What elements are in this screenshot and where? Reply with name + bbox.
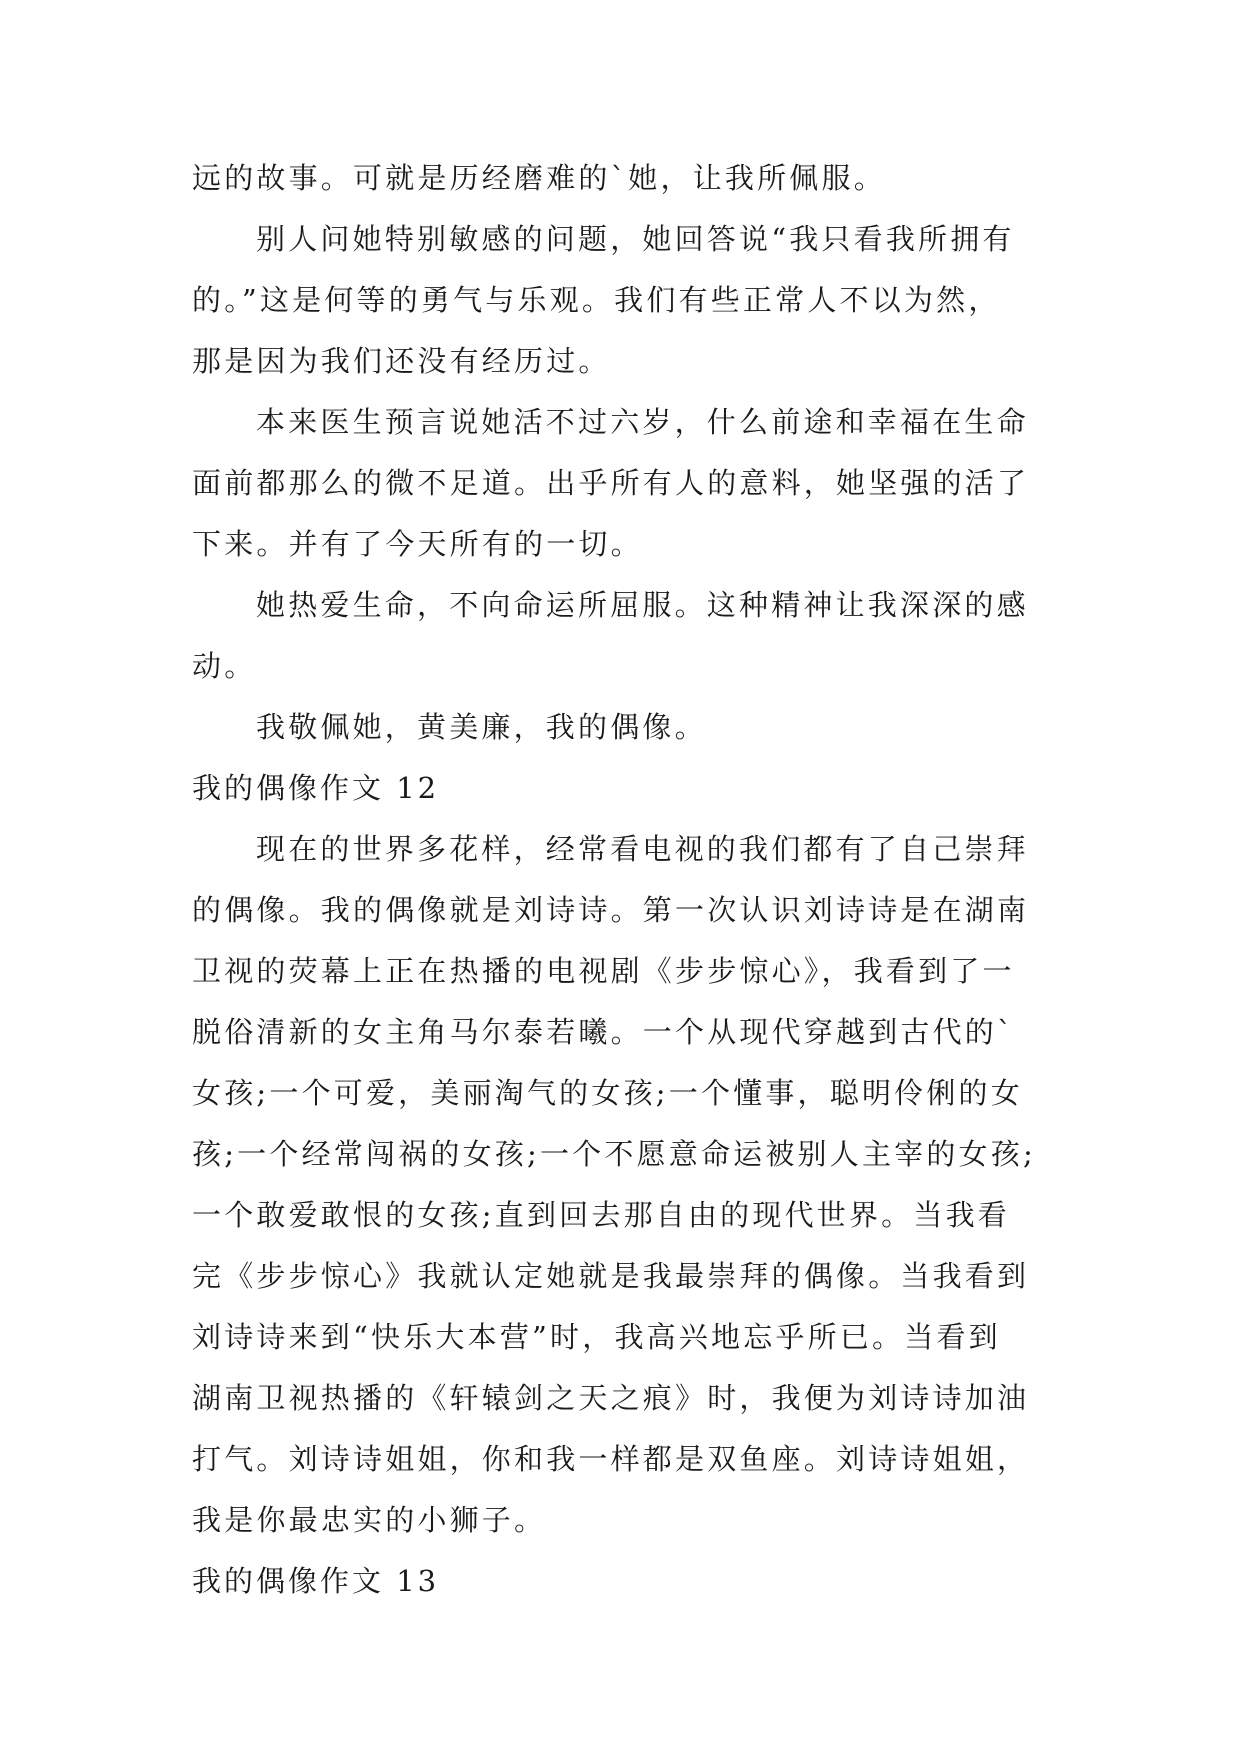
paragraph-line: 面前都那么的微不足道。出乎所有人的意料，她坚强的活了 (192, 466, 1030, 500)
paragraph-line: 我敬佩她，黄美廉，我的偶像。 (256, 710, 707, 744)
paragraph-line: 动。 (192, 649, 257, 683)
paragraph-line: 现在的世界多花样，经常看电视的我们都有了自己崇拜 (256, 832, 1029, 866)
paragraph-line: 远的故事。可就是历经磨难的`她，让我所佩服。 (192, 161, 886, 195)
paragraph-line: 湖南卫视热播的《轩辕剑之天之痕》时，我便为刘诗诗加油 (192, 1381, 1030, 1415)
paragraph-line: 本来医生预言说她活不过六岁，什么前途和幸福在生命 (256, 405, 1029, 439)
paragraph-line: 刘诗诗来到“快乐大本营”时，我高兴地忘乎所已。当看到 (192, 1320, 1001, 1354)
paragraph-line: 她热爱生命，不向命运所屈服。这种精神让我深深的感 (256, 588, 1029, 622)
paragraph-line: 的偶像。我的偶像就是刘诗诗。第一次认识刘诗诗是在湖南 (192, 893, 1030, 927)
paragraph-line: 女孩;一个可爱，美丽淘气的女孩;一个懂事，聪明伶俐的女 (192, 1076, 1023, 1110)
paragraph-line: 那是因为我们还没有经历过。 (192, 344, 611, 378)
paragraph-line: 完《步步惊心》我就认定她就是我最崇拜的偶像。当我看到 (192, 1259, 1030, 1293)
paragraph-line: 打气。刘诗诗姐姐，你和我一样都是双鱼座。刘诗诗姐姐， (192, 1442, 1030, 1476)
section-heading: 我的偶像作文 12 (192, 771, 440, 805)
paragraph-line: 的。”这是何等的勇气与乐观。我们有些正常人不以为然， (192, 283, 1001, 317)
paragraph-line: 孩;一个经常闯祸的女孩;一个不愿意命运被别人主宰的女孩; (192, 1137, 1036, 1171)
document-page (192, 148, 1052, 1612)
paragraph-line: 别人问她特别敏感的问题，她回答说“我只看我所拥有 (256, 222, 1015, 256)
paragraph-line: 卫视的荧幕上正在热播的电视剧《步步惊心》，我看到了一 (192, 954, 1015, 988)
paragraph-line: 脱俗清新的女主角马尔泰若曦。一个从现代穿越到古代的` (192, 1015, 1015, 1049)
paragraph-line: 我是你最忠实的小狮子。 (192, 1503, 547, 1537)
section-heading: 我的偶像作文 13 (192, 1564, 440, 1598)
paragraph-line: 下来。并有了今天所有的一切。 (192, 527, 643, 561)
paragraph-line: 一个敢爱敢恨的女孩;直到回去那自由的现代世界。当我看 (192, 1198, 1010, 1232)
